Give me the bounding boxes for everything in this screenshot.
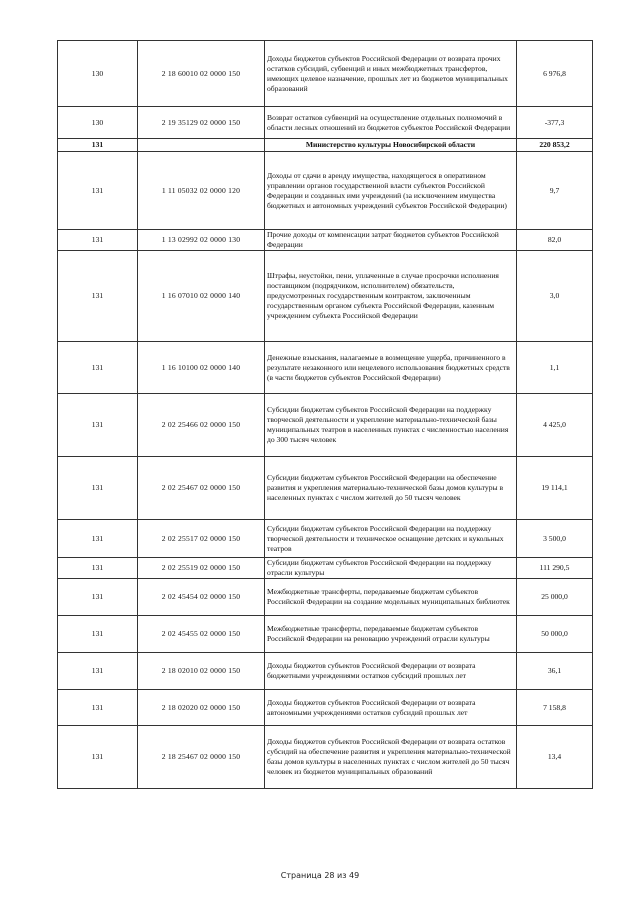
kbk-code-cell: 2 02 45455 02 0000 150 [138, 616, 265, 653]
kbk-code-cell [138, 139, 265, 152]
admin-code-cell: 131 [58, 457, 138, 520]
revenue-name-cell: Доходы от сдачи в аренду имущества, находящегося в оперативном управлении органов государственной власти субъектов Российской Федерации и созданных ими учреждений (за исключением имущества бюджетных и автономных учреждений субъектов Российской Федерации) [265, 152, 517, 230]
kbk-code-cell: 2 02 25519 02 0000 150 [138, 558, 265, 579]
admin-code-cell: 131 [58, 616, 138, 653]
kbk-code-cell: 2 02 25467 02 0000 150 [138, 457, 265, 520]
kbk-code-cell: 1 16 10100 02 0000 140 [138, 342, 265, 394]
table-row [58, 726, 593, 789]
admin-code-cell: 131 [58, 152, 138, 230]
kbk-code-cell: 2 02 45454 02 0000 150 [138, 579, 265, 616]
revenue-name-cell: Министерство культуры Новосибирской области [265, 139, 517, 152]
kbk-code-cell: 1 13 02992 02 0000 130 [138, 230, 265, 251]
revenue-name-cell: Доходы бюджетов субъектов Российской Федерации от возврата прочих остатков субсидий, субвенций и иных межбюджетных трансфертов, имеющих целевое назначение, прошлых лет из бюджетов муниципальных образований [265, 41, 517, 107]
admin-code-cell: 131 [58, 579, 138, 616]
amount-cell: 9,7 [517, 152, 593, 230]
amount-cell: 25 000,0 [517, 579, 593, 616]
amount-cell: 36,1 [517, 653, 593, 690]
table-row [58, 394, 593, 457]
table-row [58, 616, 593, 653]
revenue-name-cell: Штрафы, неустойки, пени, уплаченные в случае просрочки исполнения поставщиком (подрядчиком, исполнителем) обязательств, предусмотренных государственным контрактом, заключенным государственным органом субъекта Российской Федерации, казенным учреждением субъекта Российской Федерации [265, 251, 517, 342]
admin-code-cell: 131 [58, 394, 138, 457]
revenue-name-cell: Денежные взыскания, налагаемые в возмещение ущерба, причиненного в результате незаконного или нецелевого использования бюджетных средств (в части бюджетов субъектов Российской Федерации) [265, 342, 517, 394]
table-row [58, 152, 593, 230]
revenue-name-cell: Возврат остатков субвенций на осуществление отдельных полномочий в области лесных отношений из бюджетов субъектов Российской Федерации [265, 107, 517, 139]
amount-cell: 111 290,5 [517, 558, 593, 579]
kbk-code-cell: 2 19 35129 02 0000 150 [138, 107, 265, 139]
revenue-name-cell: Доходы бюджетов субъектов Российской Федерации от возврата остатков субсидий на обеспечение развития и укрепления материально-технической базы домов культуры в населенных пунктах с числом жителей до 50 тысяч человек из бюджетов муниципальных образований [265, 726, 517, 789]
amount-cell: 50 000,0 [517, 616, 593, 653]
amount-cell: 13,4 [517, 726, 593, 789]
admin-code-cell: 131 [58, 726, 138, 789]
amount-cell: 3,0 [517, 251, 593, 342]
amount-cell: 1,1 [517, 342, 593, 394]
kbk-code-cell: 2 18 02010 02 0000 150 [138, 653, 265, 690]
table-row [58, 107, 593, 139]
amount-cell: 6 976,8 [517, 41, 593, 107]
amount-cell: 220 853,2 [517, 139, 593, 152]
table-row [58, 457, 593, 520]
revenue-name-cell: Субсидии бюджетам субъектов Российской Федерации на обеспечение развития и укрепления материально-технической базы домов культуры в населенных пунктах с числом жителей до 50 тысяч человек [265, 457, 517, 520]
kbk-code-cell: 2 02 25517 02 0000 150 [138, 520, 265, 558]
kbk-code-cell: 1 11 05032 02 0000 120 [138, 152, 265, 230]
table-row [58, 342, 593, 394]
table-row [58, 579, 593, 616]
amount-cell: -377,3 [517, 107, 593, 139]
admin-code-cell: 130 [58, 41, 138, 107]
revenue-name-cell: Субсидии бюджетам субъектов Российской Федерации на поддержку творческой деятельности и укрепление материально-технической базы муниципальных театров в населенных пунктах с численностью населения до 300 тысяч человек [265, 394, 517, 457]
revenue-name-cell: Субсидии бюджетам субъектов Российской Федерации на поддержку творческой деятельности и техническое оснащение детских и кукольных театров [265, 520, 517, 558]
kbk-code-cell: 2 18 60010 02 0000 150 [138, 41, 265, 107]
table-row [58, 653, 593, 690]
admin-code-cell: 131 [58, 251, 138, 342]
amount-cell: 4 425,0 [517, 394, 593, 457]
table-row [58, 520, 593, 558]
admin-code-cell: 131 [58, 690, 138, 726]
admin-code-cell: 131 [58, 230, 138, 251]
table-row [58, 139, 593, 152]
revenue-name-cell: Прочие доходы от компенсации затрат бюджетов субъектов Российской Федерации [265, 230, 517, 251]
table-row [58, 230, 593, 251]
kbk-code-cell: 2 18 02020 02 0000 150 [138, 690, 265, 726]
amount-cell: 19 114,1 [517, 457, 593, 520]
amount-cell: 3 500,0 [517, 520, 593, 558]
amount-cell: 82,0 [517, 230, 593, 251]
admin-code-cell: 131 [58, 653, 138, 690]
table-row [58, 558, 593, 579]
revenue-name-cell: Доходы бюджетов субъектов Российской Федерации от возврата бюджетными учреждениями остатков субсидий прошлых лет [265, 653, 517, 690]
admin-code-cell: 131 [58, 139, 138, 152]
table-row [58, 251, 593, 342]
revenue-name-cell: Межбюджетные трансферты, передаваемые бюджетам субъектов Российской Федерации на создание модельных муниципальных библиотек [265, 579, 517, 616]
table-row [58, 41, 593, 107]
kbk-code-cell: 1 16 07010 02 0000 140 [138, 251, 265, 342]
admin-code-cell: 131 [58, 558, 138, 579]
kbk-code-cell: 2 18 25467 02 0000 150 [138, 726, 265, 789]
revenue-table [57, 40, 593, 789]
page-number: Страница 28 из 49 [280, 871, 360, 880]
revenue-name-cell: Межбюджетные трансферты, передаваемые бюджетам субъектов Российской Федерации на реновацию учреждений отрасли культуры [265, 616, 517, 653]
revenue-name-cell: Доходы бюджетов субъектов Российской Федерации от возврата автономными учреждениями остатков субсидий прошлых лет [265, 690, 517, 726]
kbk-code-cell: 2 02 25466 02 0000 150 [138, 394, 265, 457]
table-row [58, 690, 593, 726]
admin-code-cell: 130 [58, 107, 138, 139]
admin-code-cell: 131 [58, 342, 138, 394]
amount-cell: 7 158,8 [517, 690, 593, 726]
admin-code-cell: 131 [58, 520, 138, 558]
revenue-name-cell: Субсидии бюджетам субъектов Российской Федерации на поддержку отрасли культуры [265, 558, 517, 579]
